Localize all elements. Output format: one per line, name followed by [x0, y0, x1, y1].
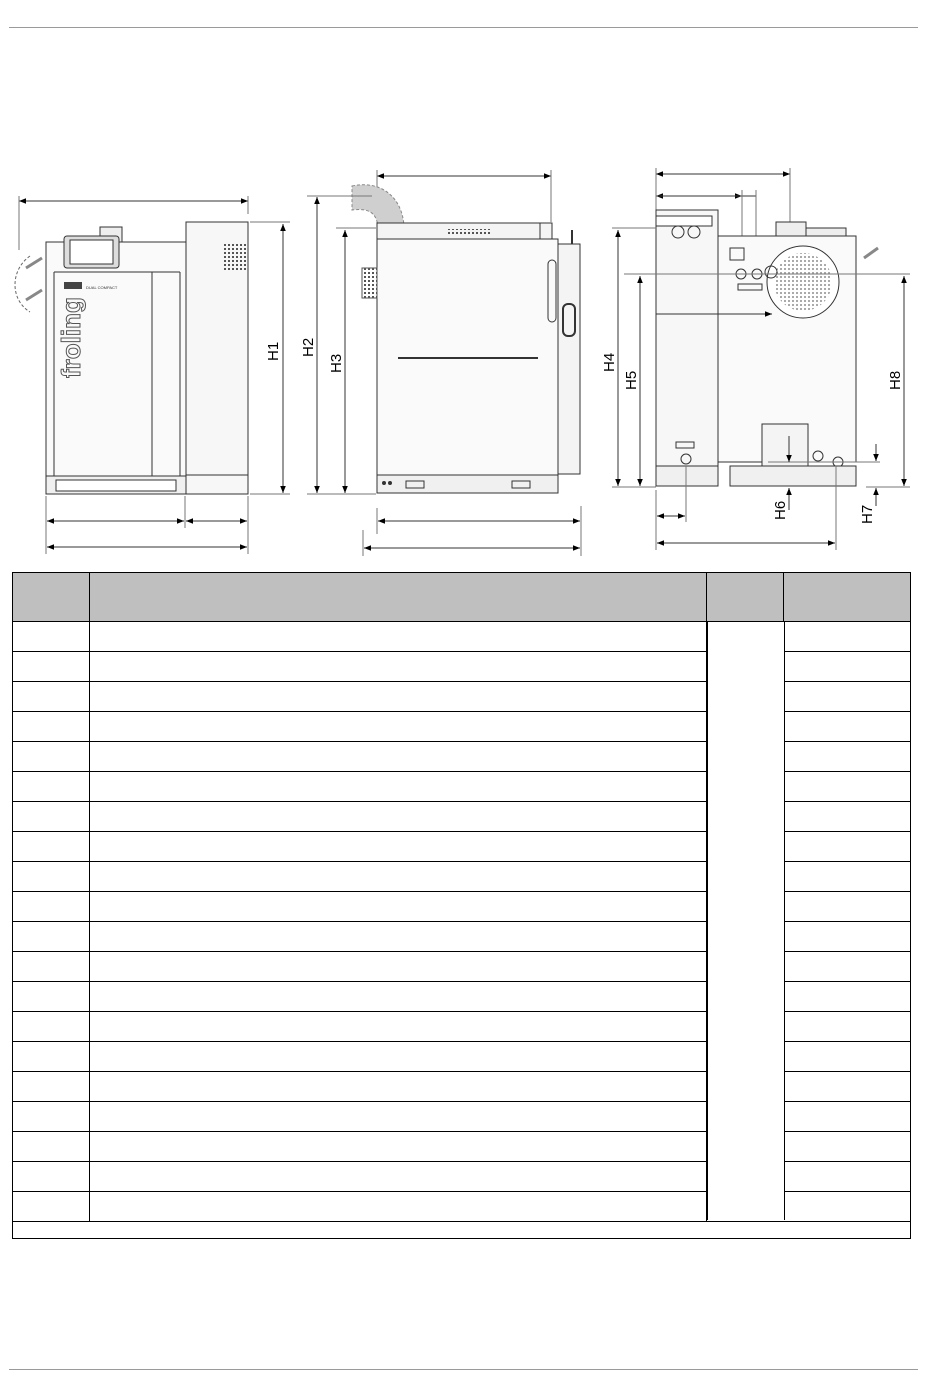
- cell-value: [784, 622, 910, 651]
- cell-pos: [13, 712, 90, 741]
- cell-pos: [13, 1102, 90, 1131]
- cell-value: [784, 832, 910, 861]
- header-cell-description: [90, 573, 707, 622]
- cell-pos: [13, 832, 90, 861]
- cell-value: [784, 892, 910, 921]
- cell-value: [784, 922, 910, 951]
- cell-value: [784, 1102, 910, 1131]
- cell-description: [90, 862, 707, 891]
- cell-value: [784, 712, 910, 741]
- cell-value: [784, 1132, 910, 1161]
- label-h2: H2: [300, 337, 317, 357]
- table-footnote: [13, 1220, 910, 1238]
- unit-column-right-border: [784, 622, 785, 1220]
- cell-pos: [13, 682, 90, 711]
- brand-logo: froling: [56, 297, 86, 378]
- cell-pos: [13, 892, 90, 921]
- header-cell-unit: [707, 573, 784, 622]
- side-view: [307, 170, 581, 556]
- cell-description: [90, 1192, 707, 1221]
- cell-description: [90, 832, 707, 861]
- cell-description: [90, 1132, 707, 1161]
- cell-description: [90, 622, 707, 651]
- cell-value: [784, 802, 910, 831]
- rear-view: [612, 168, 910, 550]
- cell-pos: [13, 1132, 90, 1161]
- label-h6: H6: [772, 500, 789, 520]
- label-h8: H8: [887, 370, 904, 390]
- cell-description: [90, 982, 707, 1011]
- cell-description: [90, 772, 707, 801]
- cell-value: [784, 862, 910, 891]
- cell-pos: [13, 772, 90, 801]
- cell-pos: [13, 802, 90, 831]
- table-header: [13, 573, 910, 622]
- cell-value: [784, 742, 910, 771]
- cell-value: [784, 982, 910, 1011]
- cell-pos: [13, 622, 90, 651]
- cell-description: [90, 682, 707, 711]
- cell-description: [90, 1102, 707, 1131]
- header-cell-value: [784, 573, 910, 622]
- cell-pos: [13, 1012, 90, 1041]
- cell-value: [784, 1012, 910, 1041]
- label-h3: H3: [328, 353, 345, 373]
- boiler-dimension-drawings: [0, 0, 950, 570]
- label-h4: H4: [601, 352, 618, 372]
- cell-value: [784, 652, 910, 681]
- cell-description: [90, 922, 707, 951]
- cell-pos: [13, 952, 90, 981]
- cell-value: [784, 1042, 910, 1071]
- label-h1: H1: [265, 341, 282, 361]
- cell-value: [784, 952, 910, 981]
- label-h7: H7: [859, 504, 876, 524]
- label-h5: H5: [623, 370, 640, 390]
- unit-column-merged: [707, 622, 708, 1220]
- cell-description: [90, 652, 707, 681]
- cell-pos: [13, 1162, 90, 1191]
- cell-description: [90, 1162, 707, 1191]
- cell-pos: [13, 652, 90, 681]
- cell-pos: [13, 742, 90, 771]
- unit-column-cover: [708, 622, 784, 1219]
- cell-description: [90, 1072, 707, 1101]
- cell-description: [90, 1012, 707, 1041]
- header-cell-pos: [13, 573, 90, 622]
- cell-description: [90, 802, 707, 831]
- cell-value: [784, 1162, 910, 1191]
- dimensions-table: [12, 572, 911, 1239]
- cell-description: [90, 1042, 707, 1071]
- cell-value: [784, 682, 910, 711]
- cell-pos: [13, 982, 90, 1011]
- cell-pos: [13, 1042, 90, 1071]
- cell-pos: [13, 1072, 90, 1101]
- cell-description: [90, 712, 707, 741]
- badge-mark: [64, 282, 82, 289]
- bottom-rule: [9, 1369, 918, 1370]
- cell-value: [784, 1072, 910, 1101]
- cell-description: [90, 892, 707, 921]
- cell-pos: [13, 922, 90, 951]
- cell-pos: [13, 862, 90, 891]
- cell-value: [784, 772, 910, 801]
- cell-description: [90, 742, 707, 771]
- cell-value: [784, 1192, 910, 1221]
- cell-pos: [13, 1192, 90, 1221]
- cell-description: [90, 952, 707, 981]
- model-badge: DUAL COMPACT: [86, 285, 118, 290]
